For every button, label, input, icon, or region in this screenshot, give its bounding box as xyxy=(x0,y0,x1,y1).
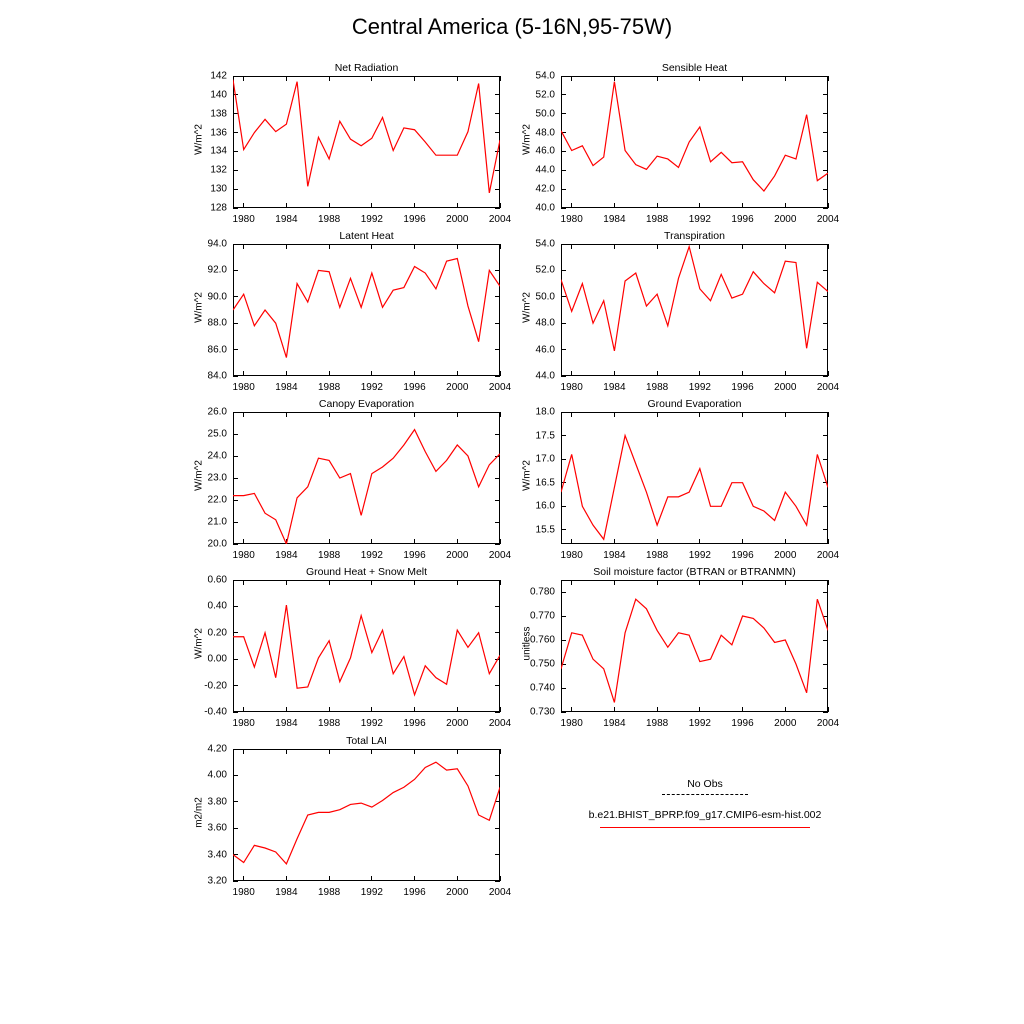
series-line xyxy=(233,430,500,544)
y-tick-label: 22.0 xyxy=(207,494,227,506)
x-tick-label: 2004 xyxy=(488,718,512,729)
x-tick-label: 1984 xyxy=(603,550,626,561)
x-tick-label: 1988 xyxy=(645,550,669,561)
y-tick-label: 86.0 xyxy=(207,344,227,356)
chart-panel xyxy=(521,398,840,561)
x-tick-label: 1984 xyxy=(275,382,298,393)
legend-model-line xyxy=(600,827,810,828)
chart-title: Net Radiation xyxy=(334,62,399,74)
legend xyxy=(545,778,865,828)
x-tick-label: 1988 xyxy=(317,887,341,898)
y-tick-label: 0.740 xyxy=(529,682,555,694)
x-tick-label: 2000 xyxy=(446,550,469,561)
x-tick-label: 1996 xyxy=(403,718,426,729)
x-tick-label: 1988 xyxy=(645,214,669,225)
series-plot xyxy=(233,412,500,544)
x-tick-label: 2000 xyxy=(446,887,469,898)
y-tick-label: 140 xyxy=(210,89,227,101)
x-tick-label: 2000 xyxy=(774,214,797,225)
chart-title: Sensible Heat xyxy=(661,62,728,74)
x-tick-label: 1984 xyxy=(603,214,626,225)
y-tick-label: 84.0 xyxy=(207,370,227,382)
y-tick-label: 3.20 xyxy=(207,875,227,887)
x-tick-label: 1996 xyxy=(403,887,426,898)
y-tick-label: 0.60 xyxy=(207,574,227,586)
y-tick-label: 138 xyxy=(210,108,227,120)
x-tick-label: 2004 xyxy=(816,550,840,561)
x-tick-label: 1992 xyxy=(688,550,711,561)
page-title: Central America (5-16N,95-75W) xyxy=(351,14,673,39)
x-tick-label: 1996 xyxy=(731,718,754,729)
chart-panel xyxy=(193,398,512,561)
y-tick-label: 23.0 xyxy=(207,472,227,484)
y-axis-label: W/m^2 xyxy=(193,628,205,659)
y-tick-label: 0.750 xyxy=(529,658,555,670)
chart-panel xyxy=(193,230,512,393)
series-plot xyxy=(561,244,828,376)
y-tick-label: 46.0 xyxy=(535,145,555,157)
y-tick-label: 4.00 xyxy=(207,769,227,781)
x-tick-label: 2000 xyxy=(774,718,797,729)
chart-title: Latent Heat xyxy=(339,230,394,242)
x-tick-label: 1984 xyxy=(275,718,298,729)
x-tick-label: 2004 xyxy=(816,718,840,729)
y-tick-label: 21.0 xyxy=(207,516,227,528)
x-tick-label: 1980 xyxy=(232,550,255,561)
y-tick-label: 48.0 xyxy=(535,127,555,139)
x-tick-label: 1988 xyxy=(645,382,669,393)
series-line xyxy=(561,247,828,351)
y-tick-label: 50.0 xyxy=(535,108,555,120)
y-tick-label: 128 xyxy=(210,202,227,214)
y-tick-label: 25.0 xyxy=(207,428,227,440)
y-axis-label: W/m^2 xyxy=(521,460,533,491)
chart-title: Total LAI xyxy=(346,735,387,747)
x-tick-label: 1992 xyxy=(360,718,383,729)
x-tick-label: 1988 xyxy=(317,214,341,225)
y-tick-label: 0.770 xyxy=(529,610,555,622)
series-plot xyxy=(561,76,828,208)
x-tick-label: 1988 xyxy=(317,550,341,561)
x-tick-label: 2000 xyxy=(774,382,797,393)
x-tick-label: 1988 xyxy=(645,718,669,729)
series-plot xyxy=(233,580,500,712)
x-tick-label: 1996 xyxy=(403,382,426,393)
x-tick-label: 2000 xyxy=(446,382,469,393)
chart-title: Ground Evaporation xyxy=(647,398,742,410)
x-tick-label: 1980 xyxy=(560,214,583,225)
chart-panel xyxy=(521,566,840,729)
x-tick-label: 1980 xyxy=(560,550,583,561)
y-tick-label: 4.20 xyxy=(207,743,227,755)
y-tick-label: 88.0 xyxy=(207,317,227,329)
y-tick-label: 15.5 xyxy=(535,524,555,536)
y-tick-label: 26.0 xyxy=(207,406,227,418)
x-tick-label: 1984 xyxy=(603,382,626,393)
y-tick-label: 20.0 xyxy=(207,538,227,550)
y-tick-label: 16.0 xyxy=(535,500,555,512)
y-tick-label: 0.20 xyxy=(207,627,227,639)
y-tick-label: -0.20 xyxy=(204,680,227,692)
x-tick-label: 2000 xyxy=(446,214,469,225)
legend-obs-label: No Obs xyxy=(687,778,723,790)
y-tick-label: 17.0 xyxy=(535,453,555,465)
y-tick-label: 44.0 xyxy=(535,164,555,176)
y-tick-label: 132 xyxy=(210,164,227,176)
x-tick-label: 1996 xyxy=(731,550,754,561)
y-tick-label: 94.0 xyxy=(207,238,227,250)
x-tick-label: 1992 xyxy=(360,887,383,898)
y-axis-label: W/m^2 xyxy=(193,124,205,155)
x-tick-label: 1992 xyxy=(688,718,711,729)
chart-panel xyxy=(193,62,512,225)
x-tick-label: 2004 xyxy=(816,382,840,393)
series-plot xyxy=(233,76,500,208)
y-tick-label: 17.5 xyxy=(535,430,555,442)
series-line xyxy=(233,80,500,193)
y-tick-label: 46.0 xyxy=(535,344,555,356)
y-axis-label: W/m^2 xyxy=(193,292,205,323)
x-tick-label: 1992 xyxy=(360,214,383,225)
y-tick-label: 24.0 xyxy=(207,450,227,462)
series-line xyxy=(233,259,500,358)
x-tick-label: 2004 xyxy=(488,214,512,225)
y-tick-label: 0.760 xyxy=(529,634,555,646)
y-tick-label: 54.0 xyxy=(535,238,555,250)
chart-panel xyxy=(521,230,840,393)
x-tick-label: 1980 xyxy=(560,718,583,729)
x-tick-label: 1992 xyxy=(688,214,711,225)
y-tick-label: 3.80 xyxy=(207,796,227,808)
y-tick-label: 52.0 xyxy=(535,89,555,101)
x-tick-label: 1980 xyxy=(232,214,255,225)
y-tick-label: 52.0 xyxy=(535,264,555,276)
x-tick-label: 1980 xyxy=(232,382,255,393)
x-tick-label: 1996 xyxy=(403,214,426,225)
y-tick-label: 92.0 xyxy=(207,264,227,276)
series-line xyxy=(561,599,828,702)
y-tick-label: 16.5 xyxy=(535,477,555,489)
series-plot xyxy=(561,412,828,544)
y-tick-label: 0.730 xyxy=(529,706,555,718)
x-tick-label: 1980 xyxy=(232,718,255,729)
chart-panel xyxy=(193,566,512,729)
series-plot xyxy=(233,749,500,881)
x-tick-label: 1980 xyxy=(232,887,255,898)
x-tick-label: 1984 xyxy=(275,887,298,898)
y-tick-label: 48.0 xyxy=(535,317,555,329)
chart-title: Soil moisture factor (BTRAN or BTRANMN) xyxy=(593,566,796,578)
chart-panel xyxy=(193,735,512,898)
x-tick-label: 1996 xyxy=(403,550,426,561)
x-tick-label: 2004 xyxy=(488,550,512,561)
series-line xyxy=(233,762,500,864)
legend-model-label: b.e21.BHIST_BPRP.f09_g17.CMIP6-esm-hist.002 xyxy=(588,809,822,821)
y-axis-label: W/m^2 xyxy=(193,460,205,491)
y-tick-label: 40.0 xyxy=(535,202,555,214)
y-tick-label: 54.0 xyxy=(535,70,555,82)
y-tick-label: 142 xyxy=(210,70,227,82)
x-tick-label: 1984 xyxy=(275,214,298,225)
y-tick-label: 3.60 xyxy=(207,822,227,834)
x-tick-label: 1992 xyxy=(360,382,383,393)
chart-title: Ground Heat + Snow Melt xyxy=(305,566,428,578)
y-tick-label: 18.0 xyxy=(535,406,555,418)
series-line xyxy=(561,436,828,540)
x-tick-label: 2004 xyxy=(488,382,512,393)
y-tick-label: 42.0 xyxy=(535,183,555,195)
x-tick-label: 1984 xyxy=(603,718,626,729)
y-axis-label: m2/m2 xyxy=(193,797,205,828)
y-tick-label: -0.40 xyxy=(204,706,227,718)
y-axis-label: W/m^2 xyxy=(521,124,533,155)
x-tick-label: 2004 xyxy=(816,214,840,225)
y-tick-label: 130 xyxy=(210,183,227,195)
x-tick-label: 1984 xyxy=(275,550,298,561)
y-tick-label: 0.780 xyxy=(529,586,555,598)
x-tick-label: 1996 xyxy=(731,214,754,225)
x-tick-label: 1996 xyxy=(731,382,754,393)
chart-title: Transpiration xyxy=(664,230,725,242)
series-line xyxy=(233,605,500,695)
series-plot xyxy=(561,580,828,712)
x-tick-label: 2000 xyxy=(774,550,797,561)
x-tick-label: 1988 xyxy=(317,718,341,729)
y-tick-label: 3.40 xyxy=(207,849,227,861)
y-tick-label: 134 xyxy=(210,145,227,157)
y-tick-label: 136 xyxy=(210,127,227,139)
series-line xyxy=(561,82,828,191)
x-tick-label: 1992 xyxy=(360,550,383,561)
y-tick-label: 90.0 xyxy=(207,291,227,303)
chart-title: Canopy Evaporation xyxy=(318,398,415,410)
x-tick-label: 2004 xyxy=(488,887,512,898)
legend-obs-dash xyxy=(662,794,748,795)
x-tick-label: 1988 xyxy=(317,382,341,393)
y-axis-label: unitless xyxy=(521,626,533,661)
y-axis-label: W/m^2 xyxy=(521,292,533,323)
x-tick-label: 1980 xyxy=(560,382,583,393)
y-tick-label: 0.00 xyxy=(207,653,227,665)
y-tick-label: 44.0 xyxy=(535,370,555,382)
x-tick-label: 1992 xyxy=(688,382,711,393)
y-tick-label: 0.40 xyxy=(207,600,227,612)
y-tick-label: 50.0 xyxy=(535,291,555,303)
series-plot xyxy=(233,244,500,376)
chart-panel xyxy=(521,62,840,225)
x-tick-label: 2000 xyxy=(446,718,469,729)
